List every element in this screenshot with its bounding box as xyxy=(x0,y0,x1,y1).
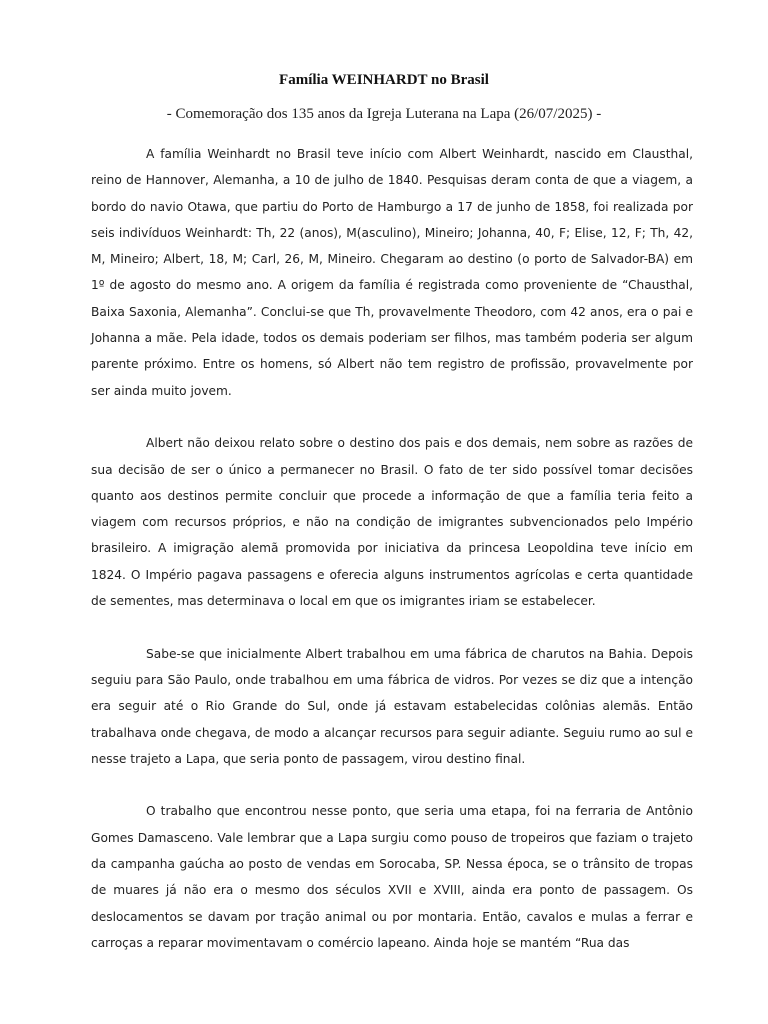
paragraph: Sabe-se que inicialmente Albert trabalhou em uma fábrica de charutos na Bahia. Depois seguiu para São Paulo, onde trabalhou em uma fábrica de vidros. Por vezes se diz que a intenção era seguir até o Rio Grande do Sul, onde já estavam estabelecidas colônias alemãs. Então trabalhava onde chegava, de modo a alcançar recursos para seguir adiante. Seguiu rumo ao sul e nesse trajeto a Lapa, que seria ponto de passagem, virou destino final. xyxy=(91,646,693,766)
document-body xyxy=(91,141,693,983)
document-subtitle: - Comemoração dos 135 anos da Igreja Luterana na Lapa (26/07/2025) - xyxy=(166,106,602,122)
paragraph: O trabalho que encontrou nesse ponto, que seria uma etapa, foi na ferraria de Antônio Gomes Damasceno. Vale lembrar que a Lapa surgiu como pouso de tropeiros que faziam o trajeto da campanha gaúcha ao posto de vendas em Sorocaba, SP. Nessa época, se o trânsito de tropas de muares já não era o mesmo dos séculos XVII e XVIII, ainda era ponto de passagem. Os deslocamentos se davam por tração animal ou por montaria. Então, cavalos e mulas a ferrar e carroças a reparar movimentavam o comércio lapeano. Ainda hoje se mantém “Rua das xyxy=(91,804,693,950)
document-title: Família WEINHARDT no Brasil xyxy=(279,72,489,88)
paragraph: Albert não deixou relato sobre o destino dos pais e dos demais, nem sobre as razões de sua decisão de ser o único a permanecer no Brasil. O fato de ter sido possível tomar decisões quanto aos destinos permite concluir que procede a informação de que a família teria feito a viagem com recursos próprios, e não na condição de imigrantes subvencionados pelo Império brasileiro. A imigração alemã promovida por iniciativa da princesa Leopoldina teve início em 1824. O Império pagava passagens e oferecia alguns instrumentos agrícolas e certa quantidade de sementes, mas determinava o local em que os imigrantes iriam se estabelecer. xyxy=(91,436,693,609)
paragraph: A família Weinhardt no Brasil teve início com Albert Weinhardt, nascido em Clausthal, reino de Hannover, Alemanha, a 10 de julho de 1840. Pesquisas deram conta de que a viagem, a bordo do navio Otawa, que partiu do Porto de Hamburgo a 17 de junho de 1858, foi realizada por seis indivíduos Weinhardt: Th, 22 (anos), M(asculino), Mineiro; Johanna, 40, F; Elise, 12, F; Th, 42, M, Mineiro; Albert, 18, M; Carl, 26, M, Mineiro. Chegaram ao destino (o porto de Salvador-BA) em 1º de agosto do mesmo ano. A origem da família é registrada como proveniente de “Chausthal, Baixa Saxonia, Alemanha”. Conclui-se que Th, provavelmente Theodoro, com 42 anos, era o pai e Johanna a mãe. Pela idade, todos os demais poderiam ser filhos, mas também poderia ser algum parente próximo. Entre os homens, só Albert não tem registro de profissão, provavelmente por ser ainda muito jovem. xyxy=(91,147,693,398)
